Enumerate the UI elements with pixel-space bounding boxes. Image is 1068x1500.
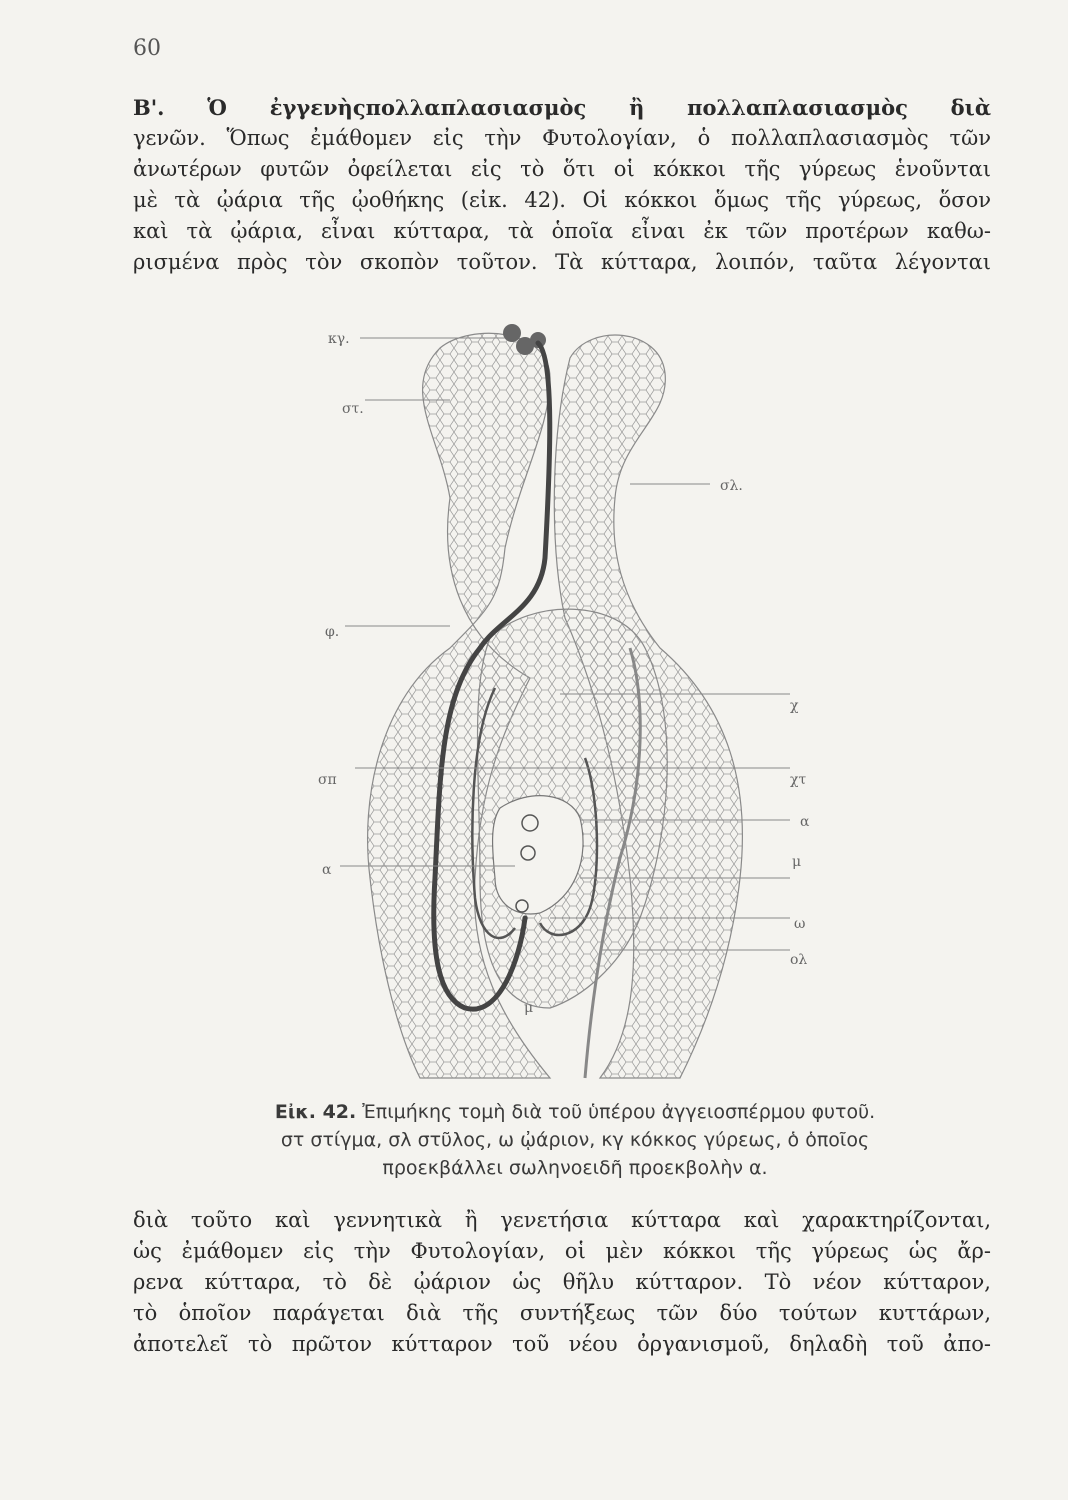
section-paragraph [133, 92, 991, 278]
paragraph-line: μὲ τὰ ᾠάρια τῆς ᾠοθήκης (εἰκ. 42). Οἱ κόκκοι ὅμως τῆς γύρεως, ὅσον [133, 188, 991, 212]
caption-label: Εἰκ. 42. [274, 1101, 357, 1123]
paragraph-line: γενῶν. Ὅπως ἐμάθομεν εἰς τὴν Φυτολογίαν, ὁ πολλαπλασιασμὸς τῶν [133, 126, 991, 150]
section-heading-line: Β'. Ὁ ἐγγενὴςπολλαπλασιασμὸς ἢ πολλαπλασιασμὸς διὰ [133, 95, 991, 120]
paragraph-line: ρενα κύτταρα, τὸ δὲ ᾠάριον ὡς θῆλυ κύτταρον. Τὸ νέον κύτταρον, [133, 1270, 991, 1294]
label-cht: χτ [790, 772, 807, 788]
caption-line-3: προεκβάλλει σωληνοειδῆ προεκβολὴν α. [382, 1157, 768, 1179]
paragraph-line: διὰ τοῦτο καὶ γεννητικὰ ἢ γενετήσια κύτταρα καὶ χαρακτηρίζονται, [133, 1208, 991, 1232]
label-phi: φ. [325, 624, 340, 640]
paragraph-line: ἀποτελεῖ τὸ πρῶτον κύτταρον τοῦ νέου ὀργανισμοῦ, δηλαδὴ τοῦ ἀπο- [133, 1332, 991, 1356]
label-sp: σπ [318, 772, 337, 788]
paragraph-line: ρισμένα πρὸς τὸν σκοπὸν τοῦτον. Τὰ κύτταρα, λοιπόν, ταῦτα λέγονται [133, 250, 991, 274]
caption-text-1: Ἐπιμήκης τομὴ διὰ τοῦ ὑπέρου ἀγγειοσπέρμου φυτοῦ. [362, 1101, 876, 1123]
pistil-diagram [300, 318, 840, 1098]
label-mu-right: μ [792, 854, 802, 870]
caption-line-1 [180, 1098, 970, 1126]
continuation-paragraph [133, 1205, 991, 1360]
page-number: 60 [133, 36, 161, 61]
figure-caption [180, 1098, 970, 1182]
paragraph-line: ἀνωτέρων φυτῶν ὀφείλεται εἰς τὸ ὅτι οἱ κόκκοι τῆς γύρεως ἑνοῦνται [133, 157, 991, 181]
caption-line-2: στ στίγμα, σλ στῦλος, ω ᾠάριον, κγ κόκκος γύρεως, ὁ ὁποῖος [280, 1129, 870, 1151]
label-a-left: α [322, 862, 332, 878]
label-ol: ολ [790, 952, 808, 968]
paragraph-line: καὶ τὰ ᾠάρια, εἶναι κύτταρα, τὰ ὁποῖα εἶναι ἐκ τῶν προτέρων καθω- [133, 219, 991, 243]
paragraph-line: τὸ ὁποῖον παράγεται διὰ τῆς συντήξεως τῶν δύο τούτων κυττάρων, [133, 1301, 991, 1325]
label-omega: ω [794, 916, 806, 932]
label-ky: κγ. [328, 331, 350, 347]
figure-pistil-section [300, 318, 840, 1098]
label-sl: σλ. [720, 478, 743, 494]
label-st: στ. [342, 401, 364, 417]
label-mu-bottom: μ [524, 1000, 534, 1016]
pollen-grain [503, 324, 521, 342]
label-chi: χ [790, 698, 799, 714]
paragraph-line: ὡς ἐμάθομεν εἰς τὴν Φυτολογίαν, οἱ μὲν κόκκοι τῆς γύρεως ὡς ἄρ- [133, 1239, 991, 1263]
label-a-right: α [800, 814, 810, 830]
